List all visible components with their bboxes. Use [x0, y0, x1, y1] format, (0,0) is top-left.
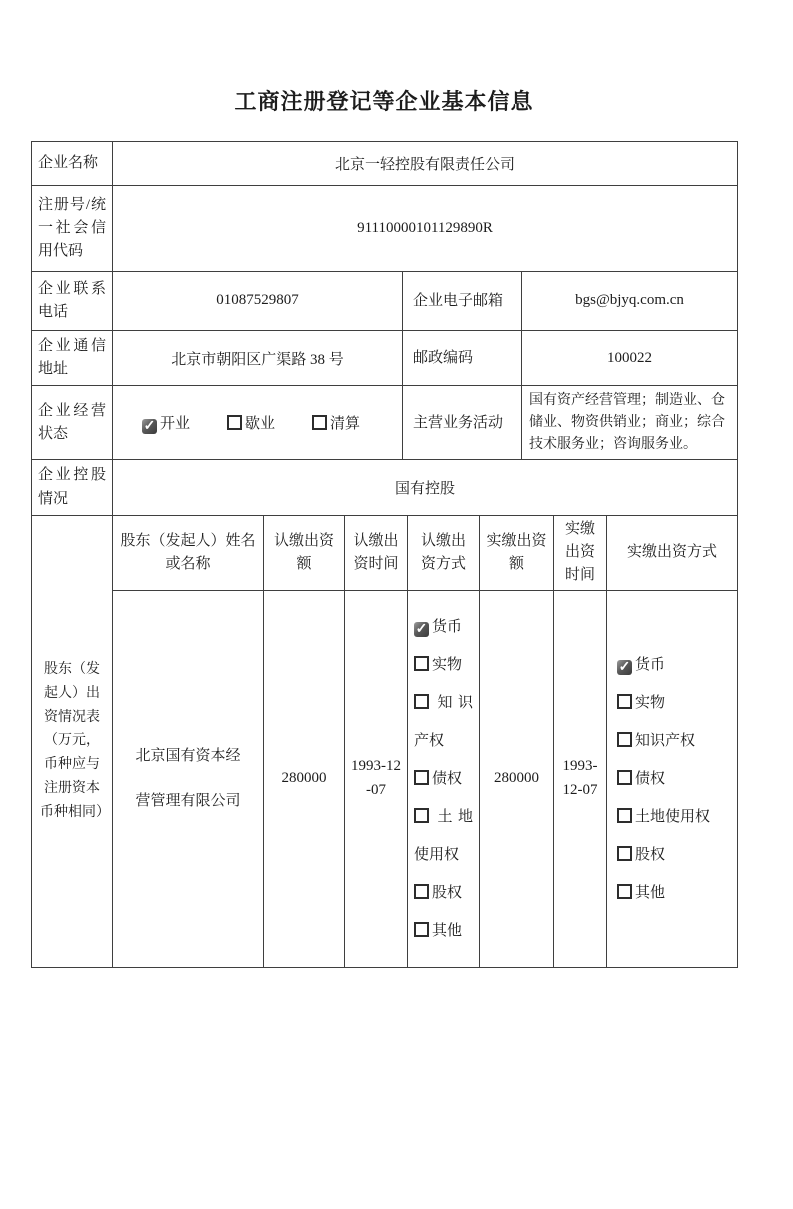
shareholder-section-label: 股东（发起人）出资情况表 （万元，币种应与注册资本币种相同） [32, 515, 113, 967]
checkbox-label: 实物 [432, 656, 463, 673]
col-header-shareholder-name: 股东（发起人）姓名或名称 [113, 515, 264, 590]
checkbox-item [617, 684, 727, 722]
company-name-row [32, 141, 738, 185]
checkbox-item [414, 912, 473, 950]
paid-methods-cell [607, 590, 738, 967]
checkbox-unchecked-icon [617, 846, 632, 861]
subscribed-amount-value: 280000 [264, 590, 345, 967]
checkbox-unchecked-icon [227, 415, 242, 430]
col-header-paid-amount: 实缴出资额 [480, 515, 554, 590]
operating-status-checkbox-group [113, 412, 402, 434]
credit-code-label: 注册号/统一社会信用代码 [32, 185, 113, 271]
checkbox-label: 股权 [635, 846, 666, 863]
holding-status-label: 企业控股情况 [32, 460, 113, 516]
shareholder-data-row [32, 590, 738, 967]
checkbox-item [227, 412, 275, 433]
phone-value: 01087529807 [113, 271, 403, 330]
shareholder-name-value: 北京国有资本经营管理有限公司 [113, 590, 264, 967]
checkbox-item [617, 722, 727, 760]
document-page [31, 86, 737, 968]
checkbox-checked-icon: ✓ [415, 621, 428, 637]
address-value: 北京市朝阳区广渠路 38 号 [113, 330, 403, 386]
subscribed-methods-cell [408, 590, 480, 967]
checkbox-unchecked-icon [617, 770, 632, 785]
checkbox-label: 股权 [432, 884, 463, 901]
holding-status-value: 国有控股 [113, 460, 738, 516]
paid-date-value: 1993-12-07 [554, 590, 607, 967]
credit-code-row [32, 185, 738, 271]
checkbox-label: 知识产权 [635, 732, 696, 749]
operating-status-options [113, 386, 403, 460]
subscribed-methods-checkbox-group [408, 608, 479, 950]
checkbox-item [414, 684, 473, 760]
email-label: 企业电子邮箱 [403, 271, 522, 330]
checkbox-label: 清算 [330, 416, 361, 433]
checkbox-unchecked-icon [414, 808, 429, 823]
checkbox-checked-icon: ✓ [143, 418, 156, 434]
col-header-subscribed-date: 认缴出资时间 [345, 515, 408, 590]
col-header-paid-method: 实缴出资方式 [607, 515, 738, 590]
checkbox-label: 债权 [635, 770, 666, 787]
checkbox-unchecked-icon [312, 415, 327, 430]
company-name-value: 北京一轻控股有限责任公司 [113, 141, 738, 185]
company-info-table [31, 141, 738, 516]
checkbox-label: 知识产权 [414, 694, 473, 749]
checkbox-label: 货币 [432, 618, 463, 635]
checkbox-unchecked-icon [414, 884, 429, 899]
email-value: bgs@bjyq.com.cn [522, 271, 738, 330]
col-header-subscribed-amount: 认缴出资额 [264, 515, 345, 590]
checkbox-label: 实物 [635, 694, 666, 711]
checkbox-unchecked-icon [414, 770, 429, 785]
page-title: 工商注册登记等企业基本信息 [234, 89, 534, 114]
status-business-row [32, 386, 738, 460]
address-postcode-row [32, 330, 738, 386]
main-business-label: 主营业务活动 [403, 386, 522, 460]
checkbox-item [312, 412, 360, 433]
shareholder-header-row [32, 515, 738, 590]
checkbox-label: 债权 [432, 770, 463, 787]
checkbox-item [414, 646, 473, 684]
subscribed-date-value: 1993-12-07 [345, 590, 408, 967]
checkbox-unchecked-icon [414, 656, 429, 671]
paid-amount-value: 280000 [480, 590, 554, 967]
operating-status-label: 企业经营状态 [32, 386, 113, 460]
checkbox-item [414, 608, 473, 646]
shareholder-table [31, 515, 738, 968]
checkbox-unchecked-icon [414, 694, 429, 709]
phone-email-row [32, 271, 738, 330]
checkbox-unchecked-icon [617, 884, 632, 899]
checkbox-item [142, 412, 190, 434]
paid-methods-checkbox-group [607, 646, 737, 912]
checkbox-label: 歇业 [245, 416, 276, 433]
checkbox-unchecked-icon [414, 922, 429, 937]
checkbox-unchecked-icon [617, 732, 632, 747]
checkbox-unchecked-icon [617, 808, 632, 823]
holding-status-row [32, 460, 738, 516]
checkbox-item [414, 798, 473, 874]
col-header-paid-date: 实缴出资时间 [554, 515, 607, 590]
checkbox-checked-icon: ✓ [618, 659, 631, 675]
col-header-subscribed-method: 认缴出资方式 [408, 515, 480, 590]
main-business-value: 国有资产经营管理；制造业、仓储业、物资供销业；商业；综合技术服务业；咨询服务业。 [522, 386, 738, 460]
checkbox-label: 土地使用权 [635, 808, 711, 825]
credit-code-value: 91110000101129890R [113, 185, 738, 271]
checkbox-label: 其他 [432, 922, 463, 939]
checkbox-label: 其他 [635, 884, 666, 901]
checkbox-item [617, 836, 727, 874]
checkbox-label: 货币 [635, 656, 666, 673]
checkbox-item [414, 874, 473, 912]
checkbox-item [617, 646, 727, 684]
phone-label: 企业联系电话 [32, 271, 113, 330]
postal-code-label: 邮政编码 [403, 330, 522, 386]
address-label: 企业通信地址 [32, 330, 113, 386]
checkbox-label: 土地使用权 [414, 808, 473, 863]
checkbox-unchecked-icon [617, 694, 632, 709]
checkbox-item [617, 798, 727, 836]
company-name-label: 企业名称 [32, 141, 113, 185]
postal-code-value: 100022 [522, 330, 738, 386]
checkbox-item [617, 760, 727, 798]
checkbox-label: 开业 [160, 415, 191, 432]
checkbox-item [617, 874, 727, 912]
checkbox-item [414, 760, 473, 798]
